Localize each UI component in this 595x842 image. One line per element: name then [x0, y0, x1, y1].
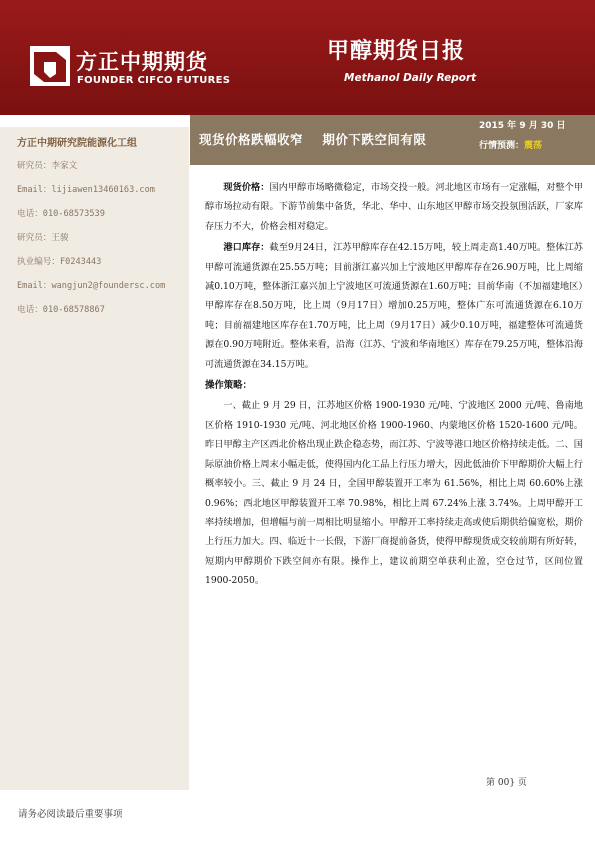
analyst-2-phone: 电话：010-68578867 — [17, 305, 105, 315]
disclaimer-note: 请务必阅读最后重要事项 — [18, 809, 123, 820]
sidebar-panel — [0, 127, 189, 790]
market-forecast — [479, 138, 542, 151]
forecast-value: 震荡 — [524, 141, 543, 151]
headline-title: 现货价格跌幅收窄 期价下跌空间有限 — [199, 132, 427, 147]
page-number: 第 00} 页 — [486, 778, 527, 788]
port-inventory-lead: 港口库存： — [223, 242, 270, 254]
report-date: 2015 年 9 月 30 日 — [479, 121, 566, 131]
spot-price-paragraph — [205, 178, 583, 236]
analyst-2-name: 研究员：王骏 — [17, 233, 69, 243]
analyst-1-phone: 电话：010-68573539 — [17, 209, 105, 219]
report-body — [205, 178, 583, 593]
brand-name-en: FOUNDER CIFCO FUTURES — [77, 75, 231, 86]
report-subtitle: Methanol Daily Report — [344, 72, 477, 84]
forecast-label: 行情预测： — [479, 141, 525, 151]
analyst-2-license: 执业编号：F0243443 — [17, 257, 102, 267]
analyst-1-email: Email：lijiawen13460163.com — [17, 185, 155, 195]
spot-price-text: 国内甲醇市场略微稳定，市场交投一般。河北地区市场有一定涨幅，对整个甲醇市场拉动有限。下游节前集中备货，华北、华中、山东地区甲醇市场交投氛围活跃，厂家库存压力不大，价格会相对稳定。 — [205, 182, 583, 232]
strategy-paragraph: 一、截止 9 月 29 日，江苏地区价格 1900-1930 元/吨、宁波地区 2000 元/吨、鲁南地区价格 1910-1930 元/吨、河北地区价格 1900-1960、内蒙地区价格 1520-1600 元/吨。昨日甲醇主产区西北价格出现止跌企稳态势，而江苏、宁波等港口地区价格持续走低。二、国际原油价格上周末小幅走低，使得国内化工品上行压力增大，因此低油价下甲醇期价大幅上行概率较小。三、截止 9 月 24 日，全国甲醇装置开工率为 61.56%，相比上周 60.60%上涨 0.96%；西北地区甲醇装置开工率 70.98%，相比上周 67.24%上涨 3.74%。上周甲醇开工率持续增加，但增幅与前一周相比明显缩小。甲醇开工率持续走高或使后期供给偏宽松，期价上行压力加大。四、临近十一长假，下游厂商提前备货，使得甲醇现货成交较前期有所好转，短期内甲醇期价下跌空间亦有限。操作上，建议前期空单获利止盈，空仓过节，区间位置 1900-2050。 — [205, 400, 583, 587]
research-group-name: 方正中期研究院能源化工组 — [17, 138, 137, 149]
port-inventory-text: 截至9月24日，江苏甲醇库存在42.15万吨，较上周走高1.40万吨。整体江苏甲醇可流通货源在25.55万吨；目前浙江嘉兴加上宁波地区甲醇库存在26.90万吨，比上周缩减0.10万吨，整体浙江嘉兴加上宁波地区可流通货源在1.60万吨；目前华南（不加福建地区）甲醇库存在8.50万吨，比上周（9月17日）增加0.25万吨，整体广东可流通货源在6.10万吨；目前福建地区库存在1.70万吨，比上周（9月17日）减少0.10万吨，福建整体可流通货源在0.90万吨附近。整体来看，沿海（江苏、宁波和华南地区）库存在79.25万吨，整体沿海可流通货源在34.15万吨。 — [205, 242, 583, 370]
founder-logo-icon — [30, 46, 70, 86]
brand-name-cn: 方正中期期货 — [76, 50, 208, 74]
analyst-2-email: Email：wangjun2@foundersc.com — [17, 281, 166, 291]
strategy-heading: 操作策略： — [205, 380, 252, 392]
analyst-1-name: 研究员：李家文 — [17, 161, 78, 171]
report-title: 甲醇期货日报 — [327, 39, 466, 64]
spot-price-lead: 现货价格： — [223, 182, 270, 193]
port-inventory-paragraph — [205, 238, 583, 374]
